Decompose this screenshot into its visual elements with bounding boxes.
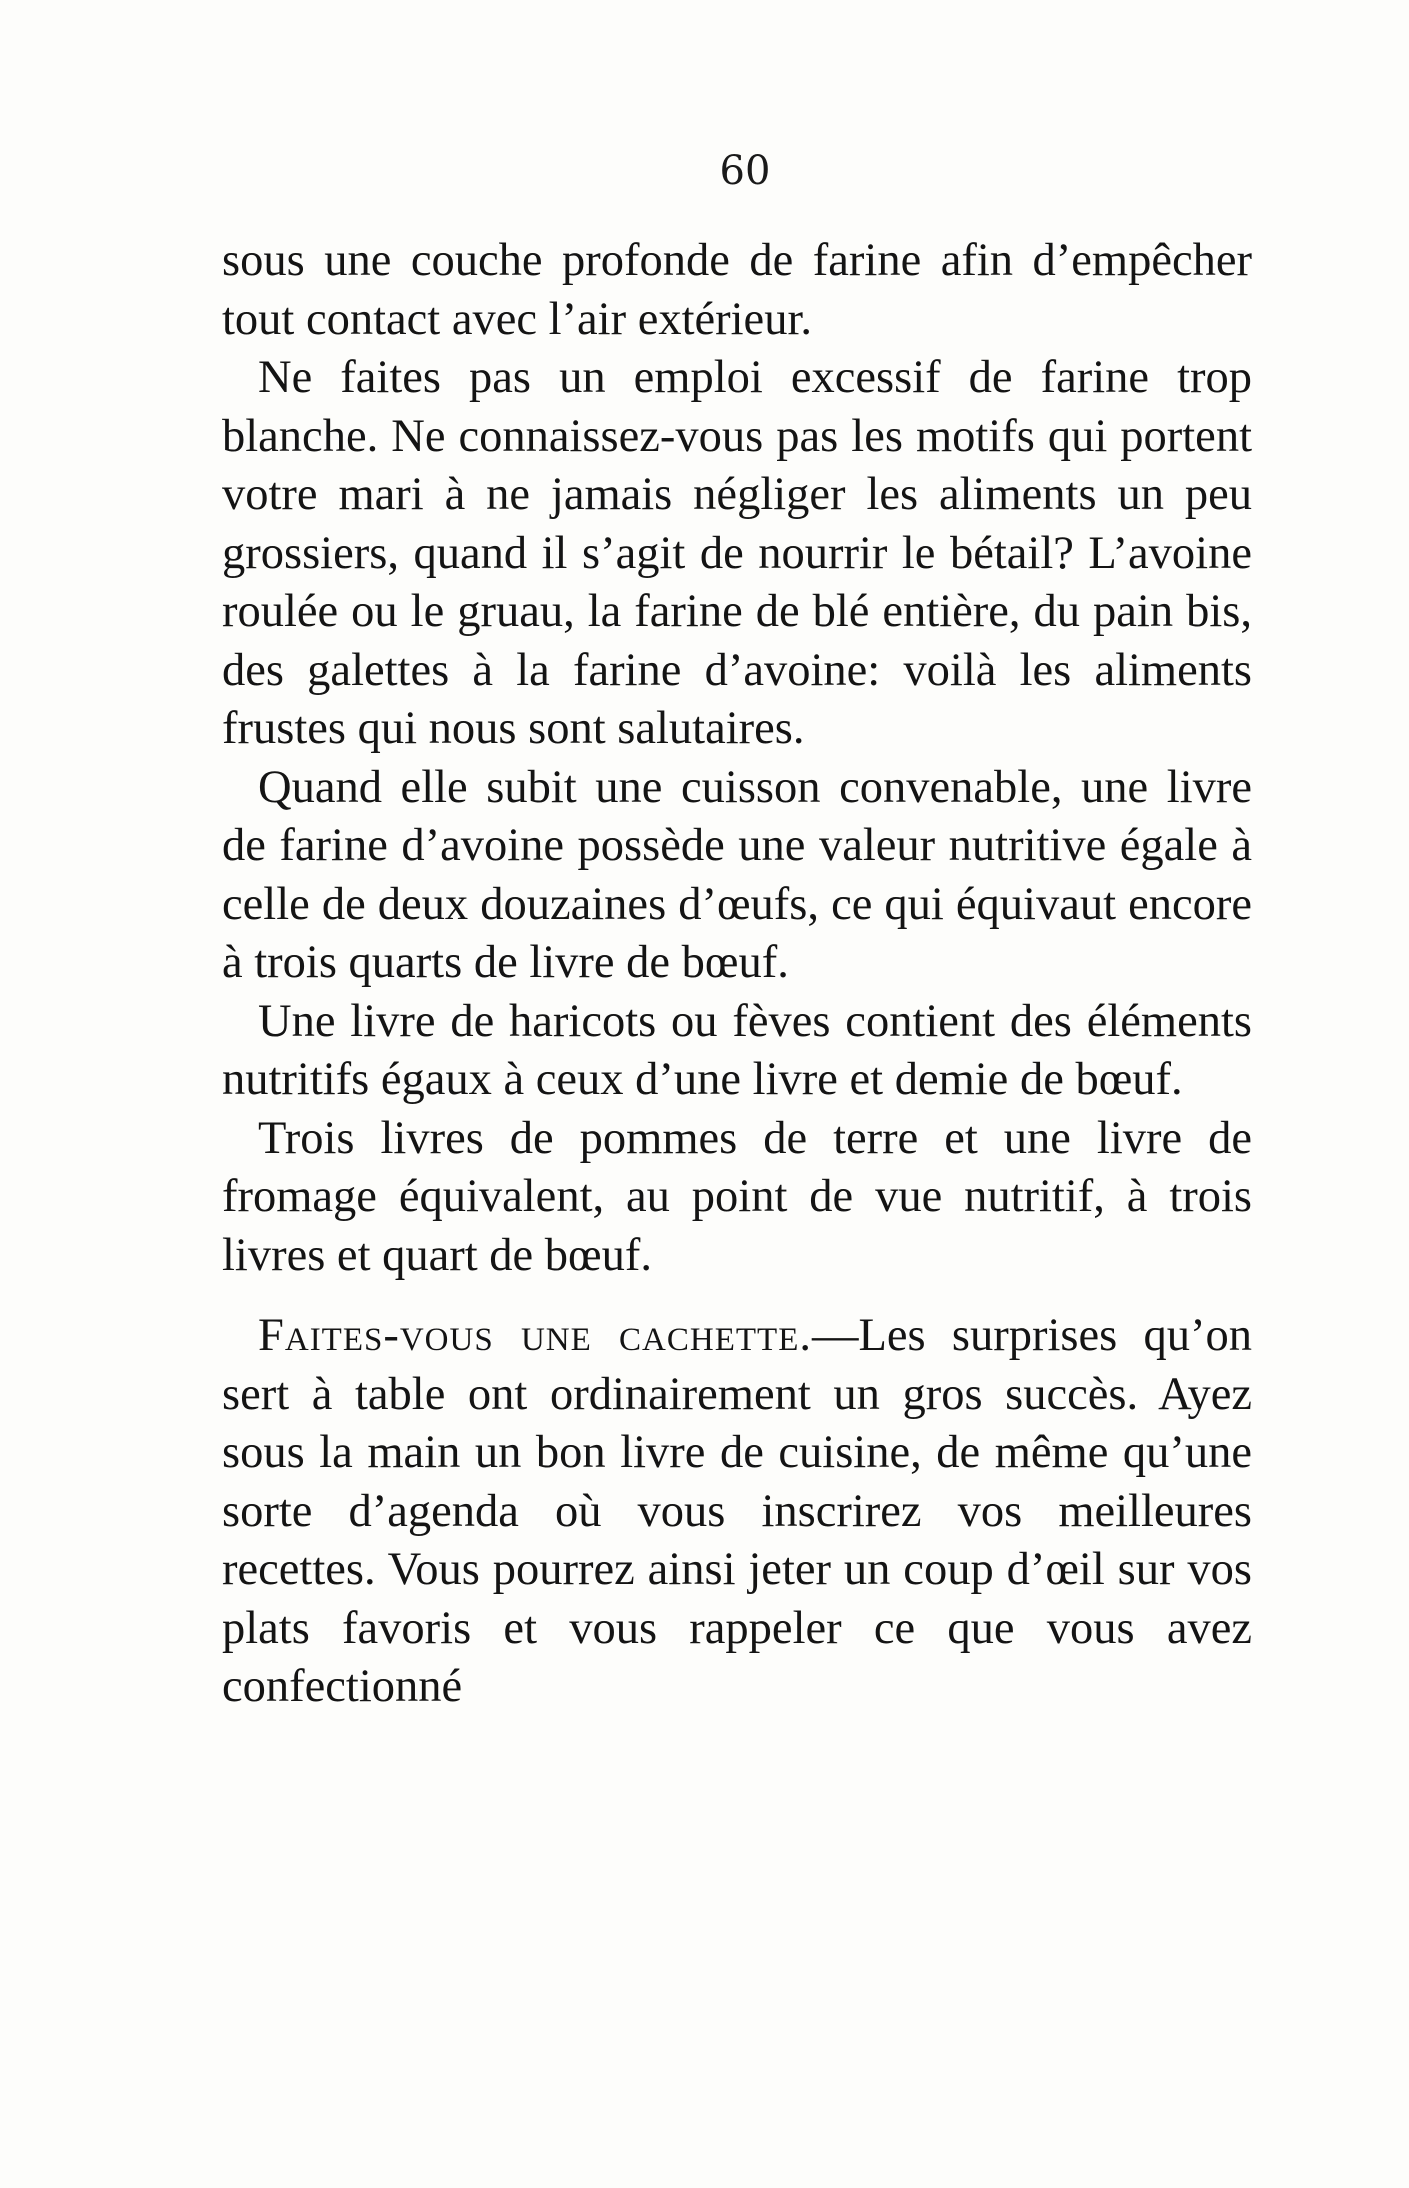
body-text bbox=[222, 232, 1252, 1717]
page-number: 60 bbox=[719, 148, 771, 194]
section-text: Les surprises qu’on sert à table ont ordinairement un gros succès. Ayez sous la main un bon livre de cuisine, de même qu’une sorte d’agenda où vous inscrirez vos meilleures recettes. Vous pourrez ainsi jeter un coup d’œil sur vos plats favoris et vous rappeler ce que vous avez confectionné bbox=[222, 1310, 1252, 1712]
paragraph-1: sous une couche profonde de farine afin d’empêcher tout contact avec l’air extérieur. bbox=[222, 235, 1252, 345]
paragraph-3: Quand elle subit une cuisson convenable, une livre de farine d’avoine possède une valeur nutritive égale à celle de deux douzaines d’œufs, ce qui équivaut encore à trois quarts de livre de bœuf. bbox=[222, 761, 1252, 988]
section-paragraph bbox=[222, 1307, 1252, 1717]
paragraph-5: Trois livres de pommes de terre et une livre de fromage équivalent, au point de vue nutritif, à trois livres et quart de bœuf. bbox=[222, 1112, 1252, 1281]
paragraph-4: Une livre de haricots ou fèves contient des éléments nutritifs égaux à ceux d’une livre et demie de bœuf. bbox=[222, 995, 1252, 1105]
section-dash: — bbox=[812, 1310, 859, 1361]
section-heading: Faites-vous une cachette. bbox=[258, 1310, 812, 1361]
paragraph-2: Ne faites pas un emploi excessif de farine trop blanche. Ne connaissez-vous pas les motifs qui portent votre mari à ne jamais négliger les aliments un peu grossiers, quand il s’agit de nourrir le bétail? L’avoine roulée ou le gruau, la farine de blé entière, du pain bis, des galettes à la farine d’avoine: voilà les aliments frustes qui nous sont salutaires. bbox=[222, 352, 1252, 754]
